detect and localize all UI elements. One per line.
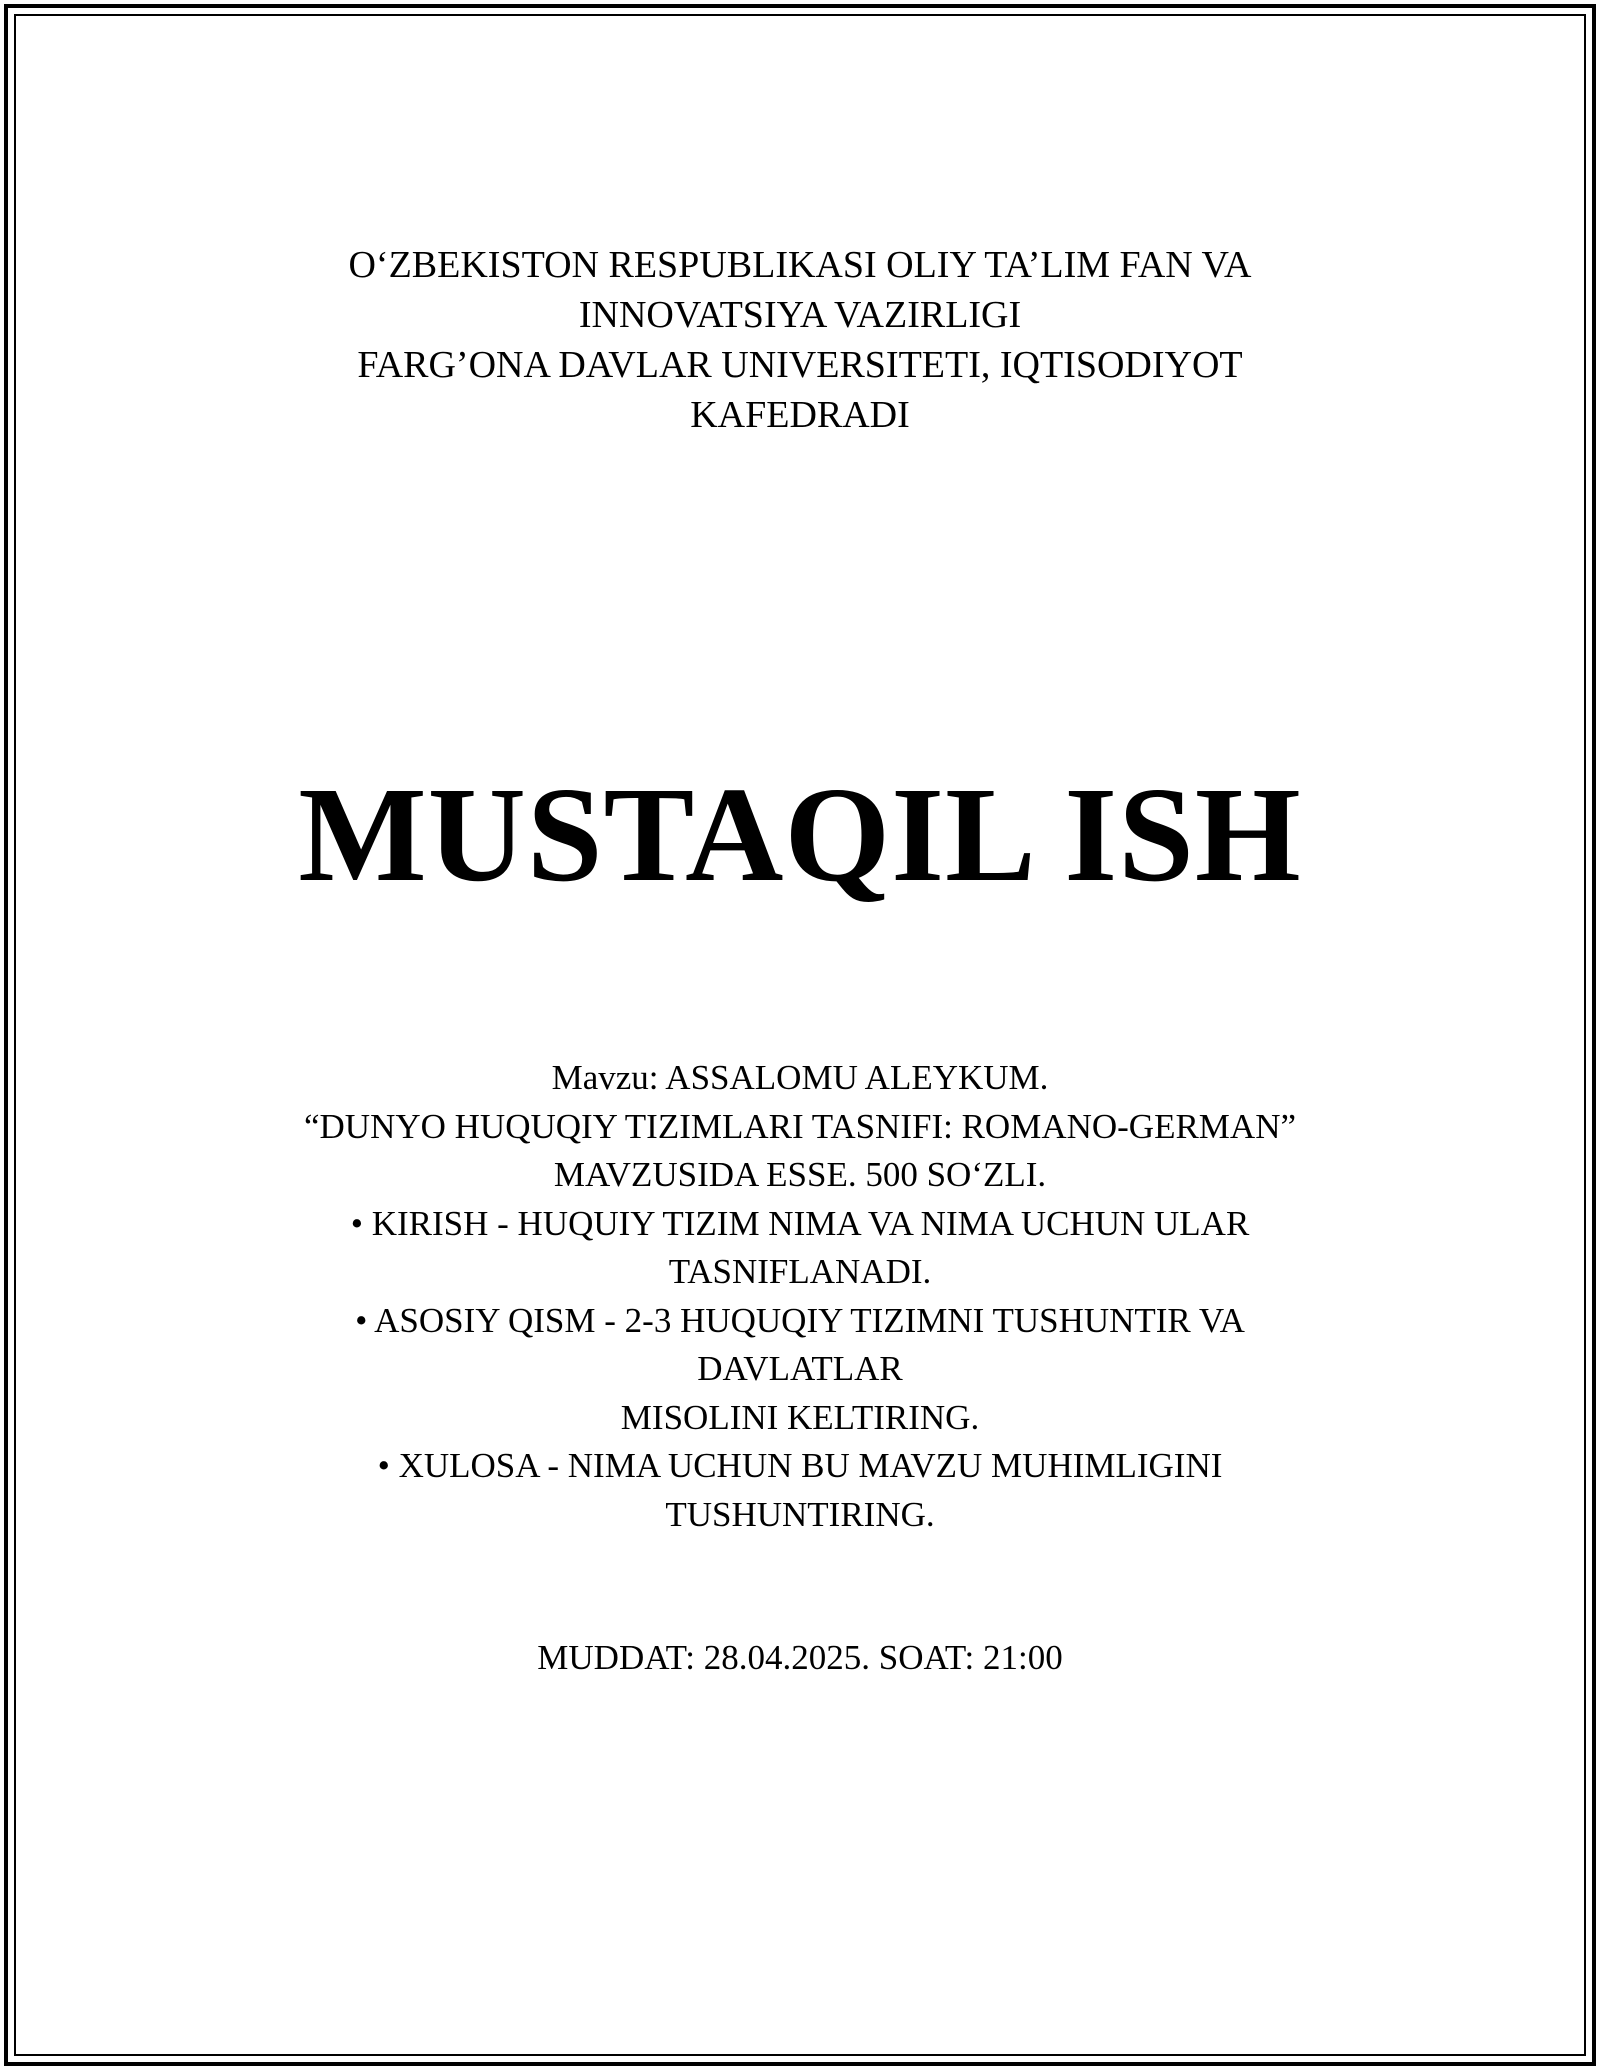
topic-line: MAVZUSIDA ESSE. 500 SO‘ZLI. [553,1155,1047,1194]
header-line: INNOVATSIYA VAZIRLIGI [578,294,1022,336]
header-line: FARG’ONA DAVLAR UNIVERSITETI, IQTISODIYOT [357,344,1243,386]
header-line: O‘ZBEKISTON RESPUBLIKASI OLIY TA’LIM FAN VA [348,244,1252,286]
topic-line: Mavzu: ASSALOMU ALEYKUM. [551,1058,1049,1097]
topic-line: • ASOSIY QISM - 2-3 HUQUQIY TIZIMNI TUSHUNTIR VA [355,1300,1245,1340]
topic-line: • XULOSA - NIMA UCHUN BU MAVZU MUHIMLIGINI [377,1446,1223,1485]
topic-line: TASNIFLANADI. [668,1252,932,1291]
topic-line: DAVLATLAR [697,1349,903,1388]
topic-line: • KIRISH - HUQUIY TIZIM NIMA VA NIMA UCHUN ULAR [350,1203,1250,1243]
institution-header [0,240,1600,440]
topic-line: “DUNYO HUQUQIY TIZIMLARI TASNIFI: ROMANO-GERMAN” [303,1106,1297,1146]
topic-block [0,1054,1600,1539]
deadline-text: MUDDAT: 28.04.2025. SOAT: 21:00 [537,1638,1063,1677]
document-title: MUSTAQIL ISH [298,760,1302,910]
header-line: KAFEDRADI [690,394,910,436]
topic-line: TUSHUNTIRING. [665,1494,935,1534]
topic-line: MISOLINI KELTIRING. [620,1397,980,1437]
